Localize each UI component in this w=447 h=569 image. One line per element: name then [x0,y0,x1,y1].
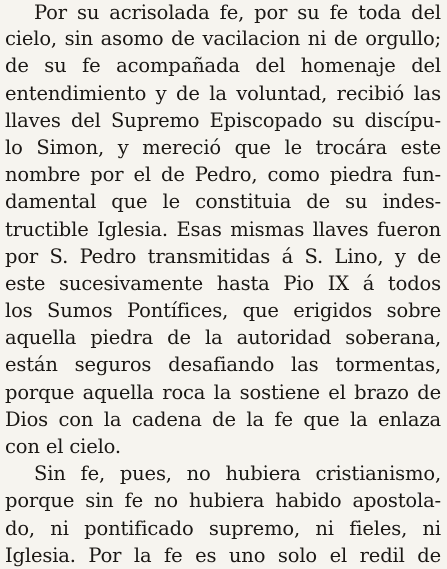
text-line: los Sumos Pontífices, que erigidos sobre [5,299,441,323]
text-line: llaves del Supremo Episcopado su discípu- [5,108,441,132]
text-line: do, ni pontificado supremo, ni fieles, ni [5,516,441,540]
paragraph-1 [5,0,441,460]
text-line: este sucesivamente hasta Pio IX á todos [5,271,441,295]
text-line: entendimiento y de la voluntad, recibió las [5,81,441,105]
text-line: de su fe acompañada del homenaje del [5,54,441,78]
text-line [5,26,441,79]
text-line: por S. Pedro transmitidas á S. Lino, y de [5,244,441,268]
text-line: aquella piedra de la autoridad soberana, [5,326,441,350]
text-line: Dios con la cadena de la fe que la enlaza [5,407,441,431]
text-line: porque aquella roca la sostiene el brazo de [5,380,441,404]
text-line: Iglesia. Por la fe es uno solo el redil de [5,543,441,567]
text-line: tructible Iglesia. Esas mismas llaves fueron [5,217,441,241]
text-line: lo Simon, y mereció que le trocára este [5,135,441,159]
paragraph-2 [5,460,441,569]
text-line: cielo, sin asomo de vacilacion ni de orgullo; [5,27,441,51]
text-line: porque sin fe no hubiera habido apostola- [5,489,441,513]
text-line: damental que le constituia de su indes- [5,190,441,214]
text-line: están seguros desafiando las tormentas, [5,353,441,377]
text-line: Por su acrisolada fe, por su fe toda del [34,1,441,24]
text-line: nombre por el de Pedro, como piedra fun- [5,163,441,187]
text-line: Sin fe, pues, no hubiera cristianismo, [34,462,441,486]
text-line: con el cielo. [5,435,121,458]
